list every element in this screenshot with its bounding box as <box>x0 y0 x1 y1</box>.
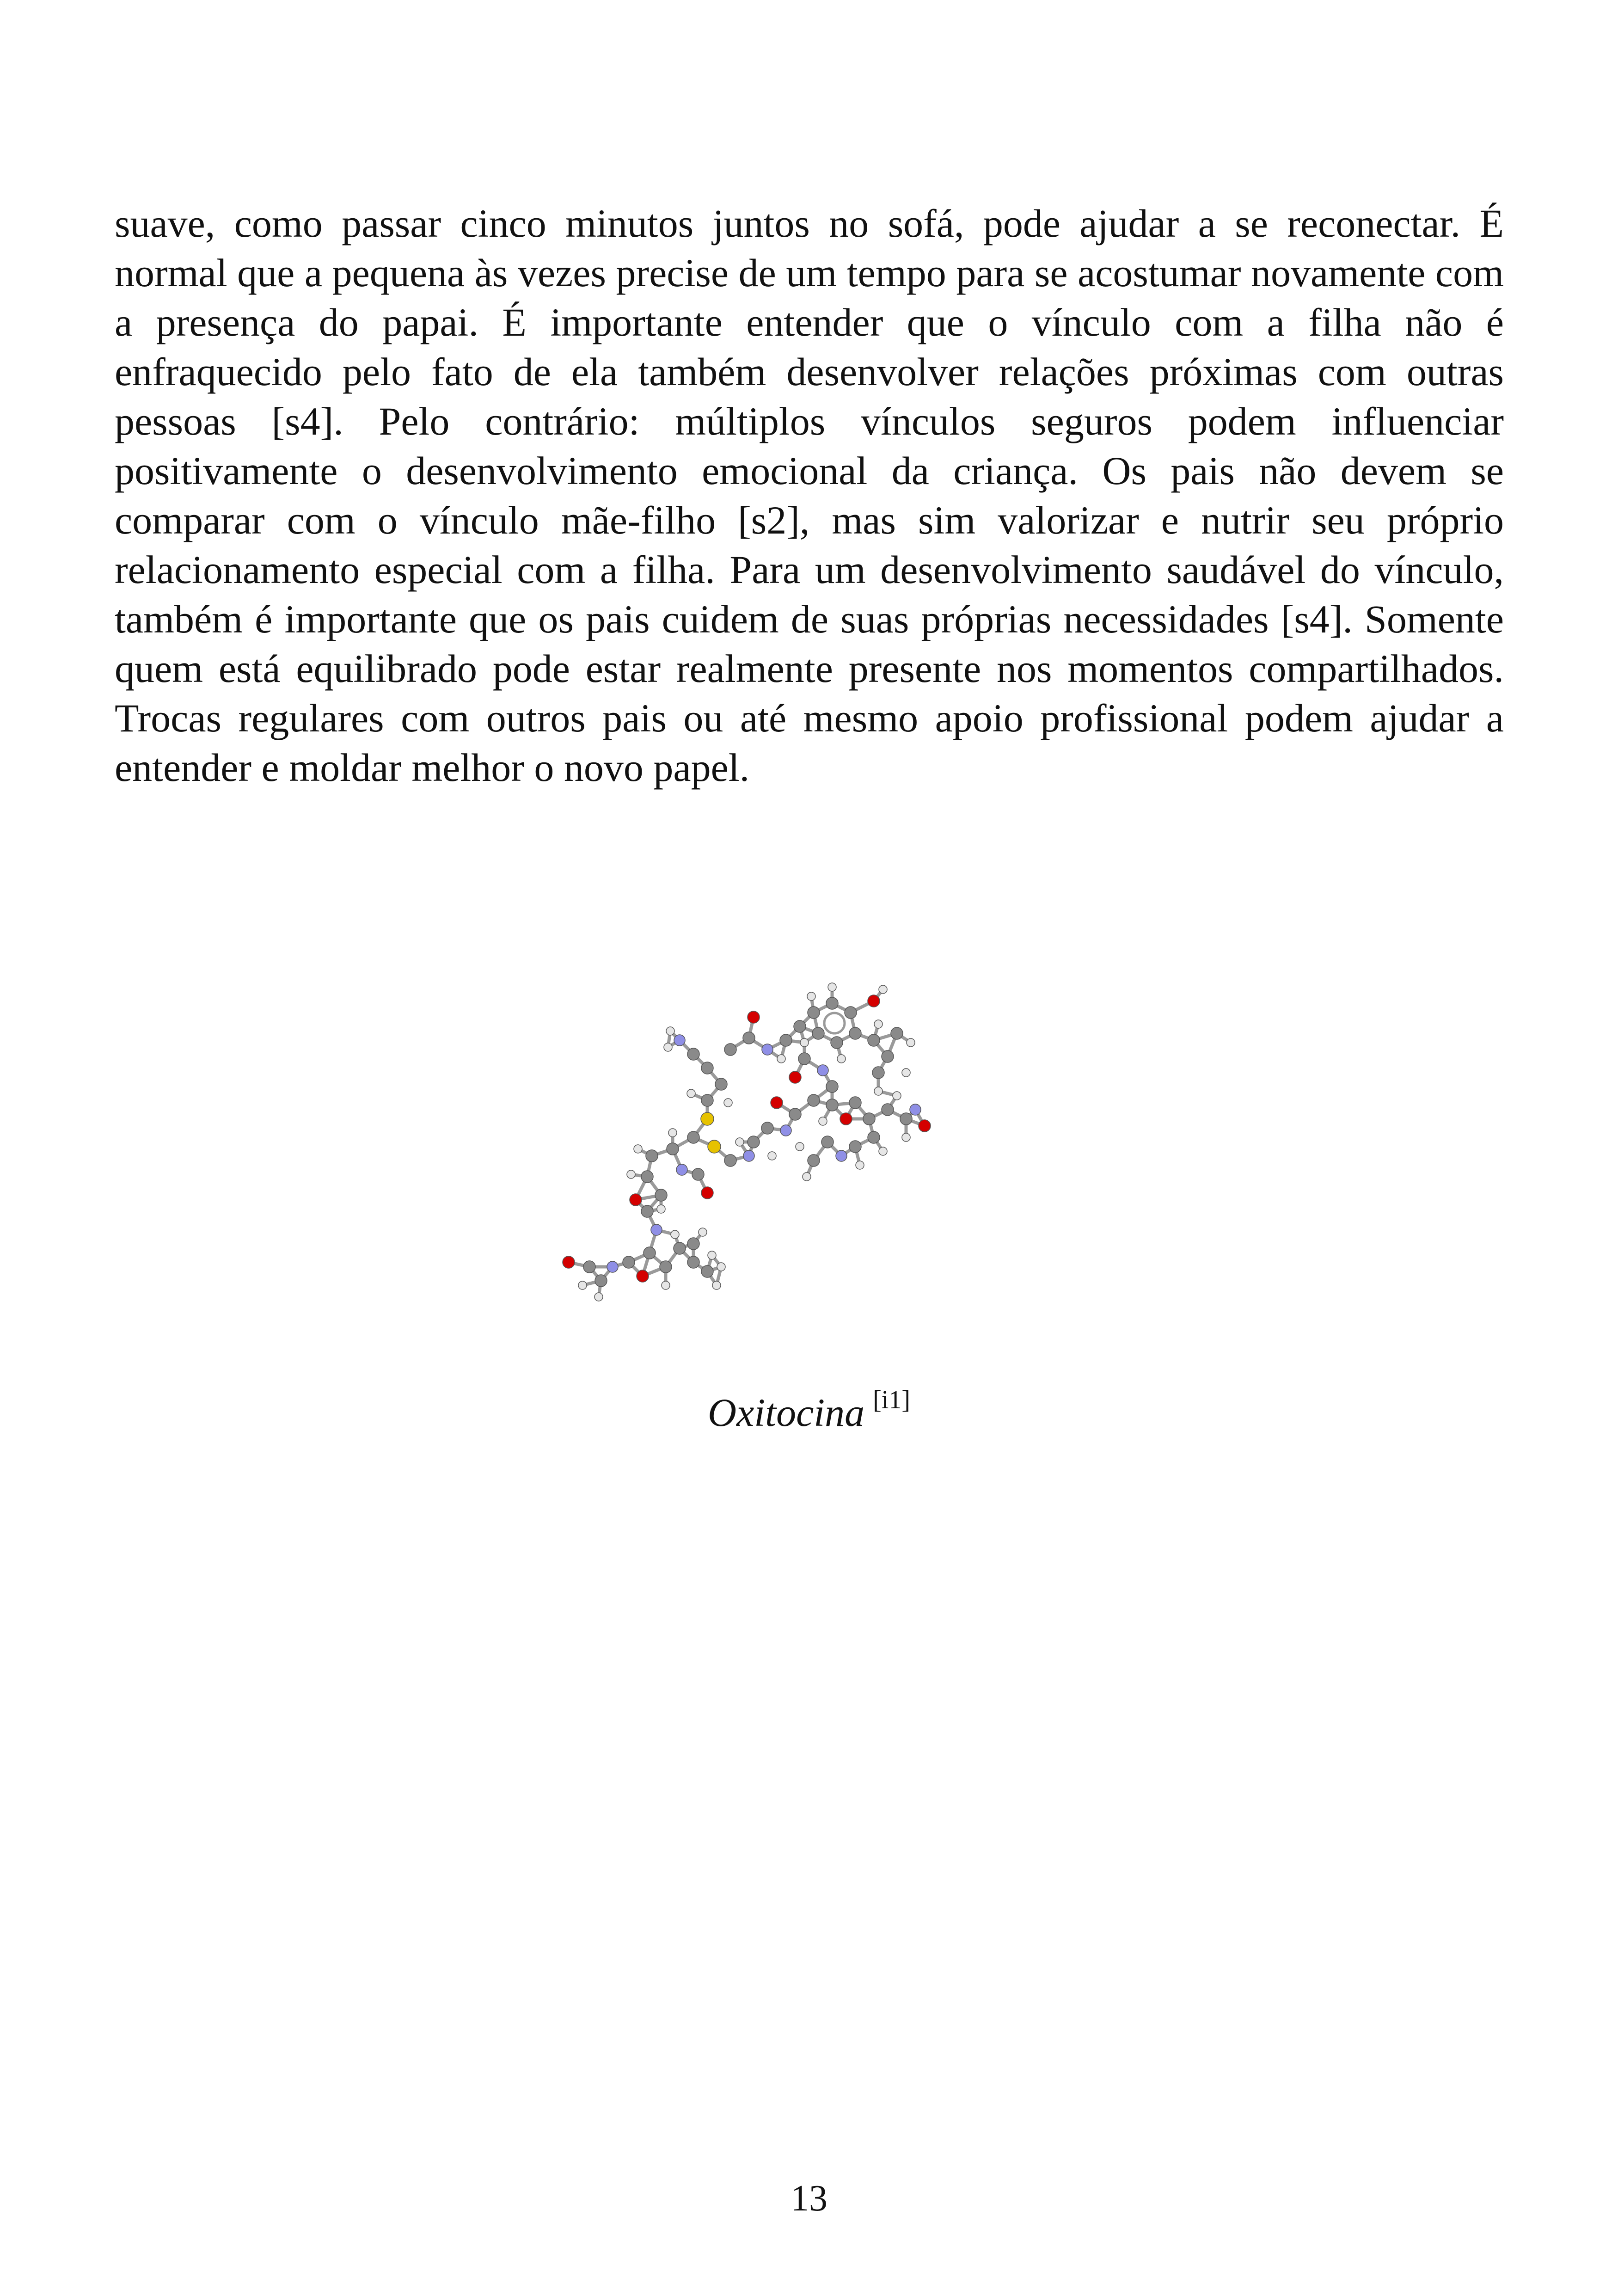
molecule-atom <box>595 1275 607 1287</box>
molecule-atom <box>634 1145 642 1153</box>
molecule-atom <box>796 1142 804 1151</box>
molecule-atom <box>748 1136 760 1148</box>
molecule-atom <box>817 1065 828 1076</box>
molecule-atom <box>735 1138 744 1146</box>
molecule-atom <box>900 1113 912 1125</box>
molecule-atom <box>701 1112 714 1125</box>
molecule-atom <box>701 1265 713 1277</box>
molecule-atom <box>826 1080 838 1093</box>
molecule-atom <box>789 1071 801 1083</box>
molecule-atom <box>743 1032 755 1044</box>
molecule-atom <box>667 1143 679 1155</box>
molecule-atom <box>583 1261 595 1273</box>
molecule-atom <box>563 1256 575 1268</box>
molecule-atom <box>641 1205 653 1217</box>
molecule-atom <box>868 1034 880 1046</box>
molecule-atom <box>627 1170 635 1179</box>
molecule-atom <box>840 1113 852 1125</box>
molecule-atom <box>687 1048 699 1060</box>
molecule-atom <box>644 1247 656 1259</box>
molecule-atom <box>893 1092 901 1100</box>
molecule-atom <box>594 1293 603 1301</box>
caption-reference: [i1] <box>873 1386 910 1414</box>
molecule-atom <box>872 1067 884 1079</box>
oxytocin-molecule-image <box>555 943 1073 1350</box>
molecule-atom <box>882 1050 894 1062</box>
caption-text: Oxitocina <box>708 1390 865 1435</box>
body-paragraph: suave, como passar cinco minutos juntos no sofá, pode ajudar a se reconectar. É normal que a pequena às vezes precise de um tempo para se acostumar novamente com a presença do papai. É importante entender que o vínculo com a filha não é enfraquecido pelo fato de ela também desenvolver relações próximas com outras pessoas [s4]. Pelo contrário: múltiplos vínculos seguros podem influenciar positivamente o desenvolvimento emocional da criança. Os pais não devem se comparar com o vínculo mãe-filho [s2], mas sim valorizar e nutrir seu próprio relacionamento especial com a filha. Para um desenvolvimento saudável do vínculo, também é importante que os pais cuidem de suas próprias necessidades [s4]. Somente quem está equilibrado pode estar realmente presente nos momentos compartilhados. Trocas regulares com outros pais ou até mesmo apoio profissional podem ajudar a entender e moldar melhor o novo papel. <box>115 201 1504 790</box>
molecule-atom <box>808 1094 820 1106</box>
molecule-atom <box>849 1027 861 1039</box>
molecule-atom <box>902 1068 910 1077</box>
molecule-atom <box>879 985 887 994</box>
molecule-atom <box>692 1168 704 1180</box>
molecule-atom <box>662 1281 670 1289</box>
molecule-atom <box>761 1122 773 1134</box>
molecule-atom <box>794 1020 806 1032</box>
molecule-atom <box>674 1035 685 1046</box>
molecule-atom <box>748 1011 760 1023</box>
molecule-atom <box>845 1007 857 1019</box>
molecule-atom <box>836 1150 847 1161</box>
molecule-atom <box>666 1027 674 1035</box>
molecule-atom <box>701 1094 713 1106</box>
molecule-atom <box>715 1078 727 1090</box>
molecule-atom <box>762 1044 773 1055</box>
molecule-atom <box>668 1129 677 1137</box>
molecule-atom <box>676 1164 687 1175</box>
aromatic-ring <box>824 1013 845 1033</box>
molecule-atom <box>743 1150 754 1161</box>
molecule-atom <box>856 1161 864 1169</box>
page-number: 13 <box>791 2178 827 2219</box>
molecule-atom <box>919 1120 931 1132</box>
molecule-atom <box>874 1020 883 1028</box>
molecule-atom <box>849 1141 861 1153</box>
molecule-atom <box>821 1136 834 1148</box>
molecule-atom <box>708 1251 716 1259</box>
molecule-figure <box>555 943 1073 1350</box>
molecule-atom <box>868 1131 880 1143</box>
molecule-atom <box>907 1038 915 1047</box>
molecule-atom <box>641 1171 653 1183</box>
molecule-atom <box>863 1113 875 1125</box>
molecule-atom <box>708 1140 721 1153</box>
molecule-atom <box>724 1044 736 1056</box>
molecule-atom <box>826 997 838 1009</box>
molecule-atom <box>837 1055 846 1063</box>
molecule-atom <box>777 1055 785 1063</box>
molecule-atom <box>687 1131 699 1143</box>
molecule-atom <box>780 1125 791 1136</box>
molecule-atom <box>780 1034 792 1046</box>
molecule-atom <box>902 1133 910 1142</box>
molecule-atom <box>910 1104 921 1115</box>
molecule-atom <box>803 1173 811 1181</box>
molecule-atom <box>808 1007 820 1019</box>
molecule-atom <box>701 1062 713 1074</box>
molecule-atom <box>687 1238 699 1250</box>
molecule-atom <box>687 1089 695 1098</box>
molecule-atom <box>789 1108 801 1120</box>
molecule-atom <box>623 1256 635 1268</box>
molecule-atom <box>664 1043 672 1051</box>
molecule-atom <box>607 1261 618 1272</box>
molecule-atom <box>717 1263 725 1271</box>
molecule-atom <box>655 1189 667 1201</box>
molecule-atom <box>687 1256 699 1268</box>
molecule-atom <box>874 1087 883 1095</box>
molecule-atom <box>724 1099 732 1107</box>
molecule-atom <box>646 1150 658 1162</box>
molecule-atom <box>674 1242 686 1254</box>
molecule-atom <box>819 1117 827 1125</box>
molecule-atom <box>771 1097 783 1109</box>
molecule-atom <box>651 1224 662 1235</box>
molecule-atom <box>657 1205 665 1213</box>
molecule-atom <box>660 1261 672 1273</box>
molecule-atom <box>724 1154 736 1166</box>
molecule-atom <box>828 983 836 991</box>
molecule-atom <box>808 1154 820 1166</box>
molecule-atom <box>807 992 815 1001</box>
molecule-atom <box>637 1270 649 1282</box>
molecule-atom <box>879 1147 887 1155</box>
figure-caption <box>0 1375 1618 1437</box>
molecule-atom <box>882 1104 894 1116</box>
molecule-atom <box>798 1053 810 1065</box>
molecule-atom <box>701 1187 713 1199</box>
molecule-atom <box>826 1099 838 1111</box>
molecule-atom <box>800 1038 809 1047</box>
molecule-atom <box>578 1281 587 1289</box>
molecule-atom <box>712 1281 721 1289</box>
molecule-atom <box>768 1152 776 1160</box>
molecule-atom <box>849 1097 861 1109</box>
molecule-atom <box>699 1228 707 1236</box>
molecule-atom <box>630 1194 642 1206</box>
molecule-atom <box>891 1027 903 1039</box>
molecule-atom <box>831 1037 843 1049</box>
molecule-atom <box>868 995 880 1007</box>
molecule-atom <box>812 1027 824 1039</box>
molecule-atom <box>671 1230 679 1239</box>
